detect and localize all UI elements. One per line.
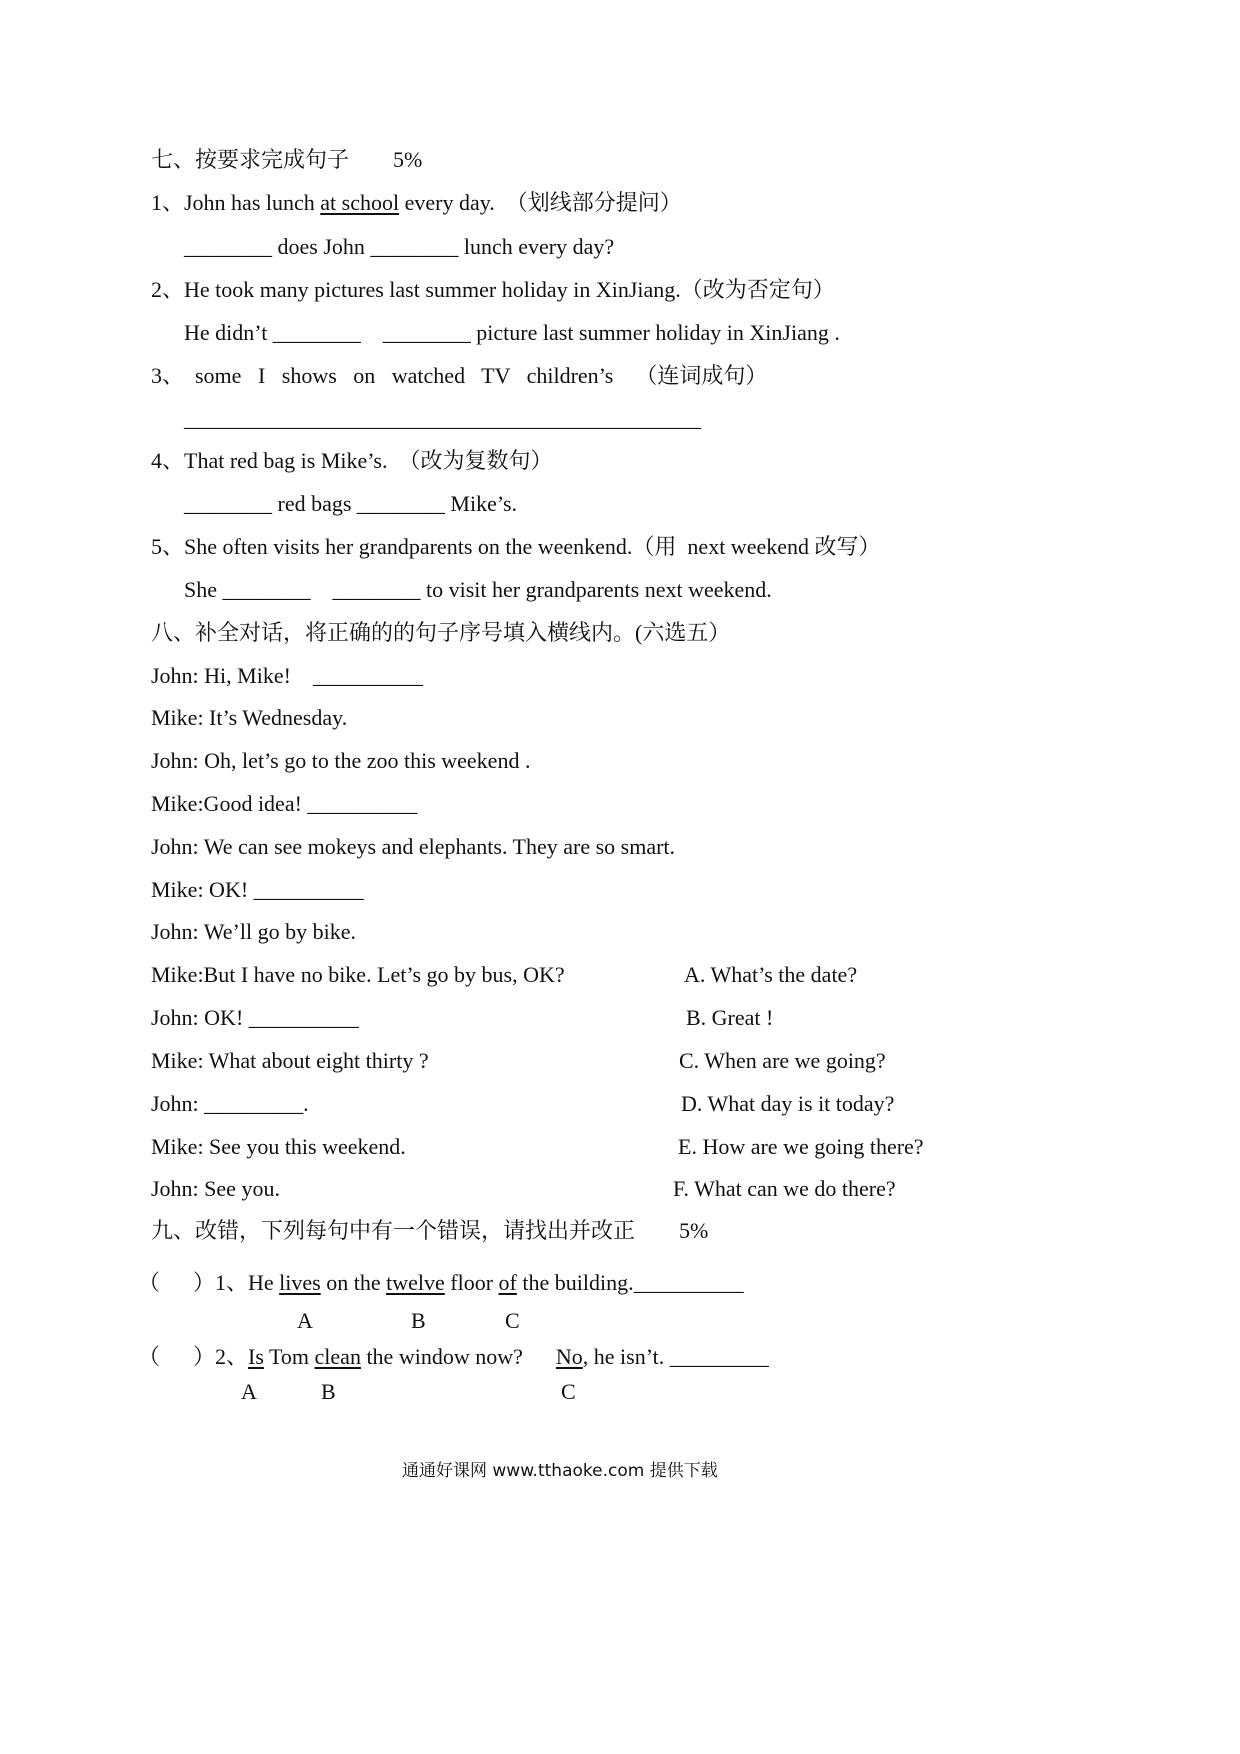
q9-1-prefix: （ ）1、He bbox=[138, 1270, 280, 1295]
section-8-title: 八、补全对话，将正确的的句子序号填入横线内。(六选五） bbox=[151, 620, 731, 645]
q9-1-text: on the bbox=[320, 1270, 387, 1295]
option-a: A. What’s the date? bbox=[684, 962, 858, 987]
q9-2-part-b: clean bbox=[314, 1344, 361, 1369]
option-e: E. How are we going there? bbox=[678, 1134, 924, 1159]
q7-1-answer: ________ does John ________ lunch every day? bbox=[184, 234, 615, 259]
q7-1-text: 1、John has lunch bbox=[151, 190, 321, 215]
option-b: B. Great ! bbox=[686, 1005, 774, 1030]
q7-1-instruction: every day. （划线部分提问） bbox=[399, 190, 682, 215]
section-9-title: 九、改错，下列每句中有一个错误，请找出并改正 5% bbox=[151, 1218, 709, 1243]
q7-3-answer: _______________________________________________ bbox=[184, 406, 701, 431]
q9-2-text: the window now? bbox=[360, 1344, 556, 1369]
dialogue-line: Mike: OK! __________ bbox=[151, 877, 364, 902]
q7-4: 4、That red bag is Mike’s. （改为复数句） bbox=[151, 448, 553, 473]
q9-2-part-a: Is bbox=[248, 1344, 264, 1369]
q9-2-prefix: （ ）2、 bbox=[138, 1344, 249, 1369]
dialogue-line: John: See you. bbox=[151, 1176, 280, 1201]
q9-1-label-b: B bbox=[411, 1308, 426, 1333]
q7-2: 2、He took many pictures last summer holiday in XinJiang.（改为否定句） bbox=[151, 277, 835, 302]
option-f: F. What can we do there? bbox=[673, 1176, 896, 1201]
q9-2-text: Tom bbox=[263, 1344, 315, 1369]
q9-2-text: , he isn’t. _________ bbox=[582, 1344, 769, 1369]
q9-2-label-b: B bbox=[321, 1379, 336, 1404]
dialogue-line: John: Hi, Mike! __________ bbox=[151, 663, 423, 688]
q9-1 bbox=[138, 1269, 744, 1297]
dialogue-line: Mike:Good idea! __________ bbox=[151, 791, 418, 816]
dialogue-line: John: _________. bbox=[151, 1091, 309, 1116]
section-7-title: 七、按要求完成句子 5% bbox=[151, 147, 423, 172]
q9-2-part-c: No bbox=[555, 1344, 583, 1369]
q9-2 bbox=[138, 1343, 769, 1371]
q7-2-answer: He didn’t ________ ________ picture last summer holiday in XinJiang . bbox=[184, 320, 840, 345]
q9-2-label-c: C bbox=[561, 1379, 576, 1404]
q9-1-text: floor bbox=[444, 1270, 499, 1295]
q7-1-underlined: at school bbox=[320, 190, 400, 215]
option-d: D. What day is it today? bbox=[681, 1091, 895, 1116]
dialogue-line: John: We can see mokeys and elephants. They are so smart. bbox=[151, 834, 676, 859]
q7-5-answer: She ________ ________ to visit her grandparents next weekend. bbox=[184, 577, 772, 602]
q7-4-answer: ________ red bags ________ Mike’s. bbox=[184, 491, 518, 516]
q7-3: 3、 some I shows on watched TV children’s （连词成句） bbox=[151, 363, 768, 388]
q9-1-text: the building.__________ bbox=[516, 1270, 744, 1295]
q9-2-label-a: A bbox=[241, 1379, 257, 1404]
dialogue-line: Mike:But I have no bike. Let’s go by bus, OK? bbox=[151, 962, 565, 987]
q9-1-label-a: A bbox=[297, 1308, 313, 1333]
dialogue-line: John: We’ll go by bike. bbox=[151, 919, 356, 944]
q9-1-label-c: C bbox=[505, 1308, 520, 1333]
q7-1 bbox=[151, 189, 682, 217]
dialogue-line: Mike: See you this weekend. bbox=[151, 1134, 406, 1159]
option-c: C. When are we going? bbox=[679, 1048, 886, 1073]
q7-5: 5、She often visits her grandparents on the weenkend.（用 next weekend 改写） bbox=[151, 534, 881, 559]
dialogue-line: Mike: What about eight thirty ? bbox=[151, 1048, 429, 1073]
q9-1-part-c: of bbox=[498, 1270, 517, 1295]
dialogue-line: John: Oh, let’s go to the zoo this weekend . bbox=[151, 748, 531, 773]
dialogue-line: Mike: It’s Wednesday. bbox=[151, 705, 348, 730]
footer-text: 通通好课网 www.tthaoke.com 提供下载 bbox=[402, 1461, 718, 1481]
q9-1-part-a: lives bbox=[279, 1270, 321, 1295]
q9-1-part-b: twelve bbox=[386, 1270, 445, 1295]
dialogue-line: John: OK! __________ bbox=[151, 1005, 359, 1030]
